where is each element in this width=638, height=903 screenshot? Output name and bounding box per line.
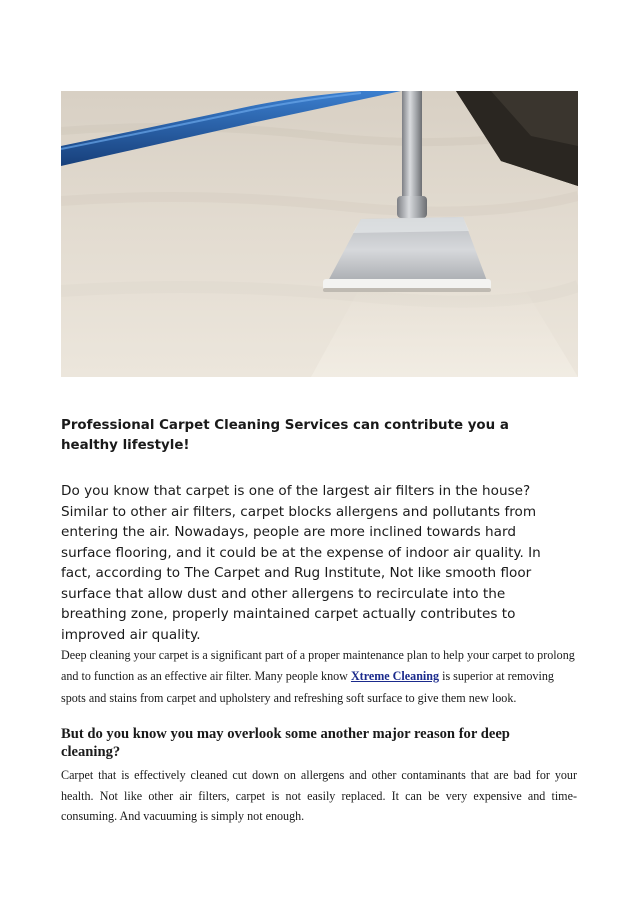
wand-pole — [402, 91, 422, 206]
carpet-cleaning-illustration — [61, 91, 578, 377]
carpet-cleaning-photo — [61, 91, 578, 377]
maintenance-text-start: Deep cleaning your carpet is a significant part of a proper maintenance plan to help your carpet to prolong and to function as an effective air filter. Many people know — [61, 648, 575, 684]
article-title: Professional Carpet Cleaning Services can contribute you a healthy lifestyle! — [61, 418, 509, 453]
section-heading: But do you know you may overlook some another major reason for deep cleaning? — [61, 726, 510, 760]
xtreme-cleaning-link[interactable]: Xtreme Cleaning — [350, 669, 440, 684]
intro-paragraph: Do you know that carpet is one of the largest air filters in the house? Similar to other air filters, carpet blocks allergens and pollutants from entering the air. Nowadays, people are more inclined towards hard surface flooring, and it could be at the expense of indoor air quality. In fact, according to The Carpet and Rug Institute, Not like smooth floor surface that allow dust and other allergens to recirculate into the breathing zone, properly maintained carpet actually contributes to improved air quality. — [61, 483, 541, 643]
allergens-paragraph: Carpet that is effectively cleaned cut down on allergens and other contaminants that are bad for your health. Not like other air filters, carpet is not easily replaced. It can be very expensive and time-consuming. And vacuuming is simply not enough. — [61, 768, 577, 823]
maintenance-text-end: is superior at removing spots and stains from carpet and upholstery and refreshing soft surface to give them new look. — [61, 669, 554, 705]
maintenance-paragraph — [61, 645, 579, 709]
